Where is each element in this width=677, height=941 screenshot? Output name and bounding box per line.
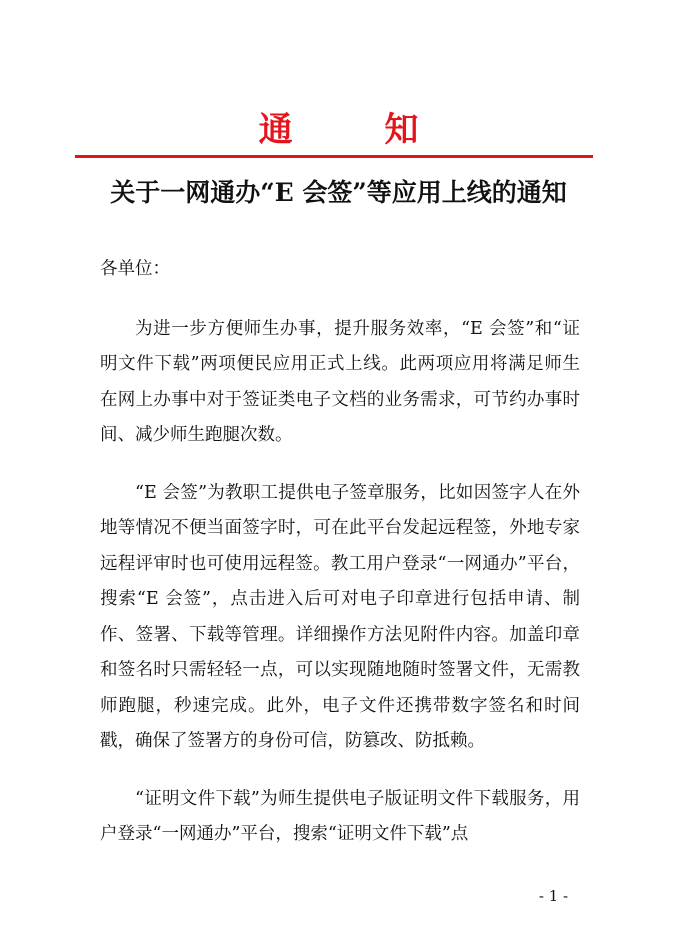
page-number: - 1 -: [538, 887, 569, 905]
document-title: 关于一网通办“E 会签”等应用上线的通知: [110, 178, 567, 207]
red-header-rule: [75, 155, 593, 158]
paragraph-2: “E 会签”为教职工提供电子签章服务，比如因签字人在外地等情况不便当面签字时，可在此平台发起远程签，外地专家远程评审时也可使用远程签。教工用户登录“一网通办”平台，搜索“E 会签”，点击进入后可对电子印章进行包括申请、制作、签署、下载等管理。详细操作方法见附件内容。加盖印章和签名时只需轻轻一点，可以实现随地随时签署文件，无需教师跑腿，秒速完成。此外，电子文件还携带数字签名和时间戳，确保了签署方的身份可信，防篡改、防抵赖。: [100, 482, 580, 751]
paragraph-1: 为进一步方便师生办事，提升服务效率，“E 会签”和“证明文件下载”两项便民应用正式上线。此两项应用将满足师生在网上办事中对于签证类电子文档的业务需求，可节约办事时间、减少师生跑腿次数。: [100, 318, 580, 445]
paragraph-3: “证明文件下载”为师生提供电子版证明文件下载服务，用户登录“一网通办”平台，搜索“证明文件下载”点: [100, 788, 580, 844]
document-body: [100, 252, 580, 875]
notice-header-title: 通 知: [258, 110, 459, 150]
salutation: 各单位：: [100, 259, 170, 279]
